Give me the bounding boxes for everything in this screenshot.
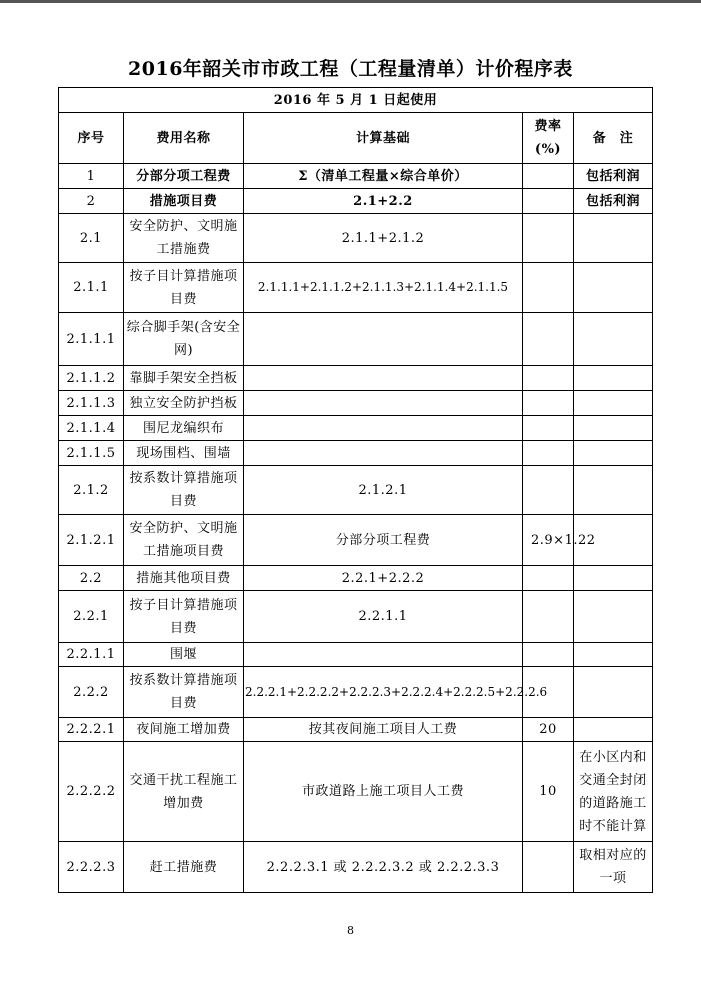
table-row bbox=[59, 263, 653, 313]
row-note bbox=[574, 466, 653, 515]
row-rate: 20 bbox=[523, 718, 574, 742]
row-basis: 2.2.2.3.1 或 2.2.2.3.2 或 2.2.2.3.3 bbox=[244, 842, 523, 893]
row-name: 围堰 bbox=[124, 643, 244, 667]
row-rate bbox=[523, 466, 574, 515]
row-basis: 2.1.2.1 bbox=[244, 466, 523, 515]
row-rate bbox=[523, 441, 574, 466]
row-basis: Σ（清单工程量×综合单价） bbox=[244, 164, 523, 189]
row-seq: 2.1.1.1 bbox=[59, 313, 124, 366]
row-name: 按子目计算措施项目费 bbox=[124, 263, 244, 313]
row-name: 综合脚手架(含安全网) bbox=[124, 313, 244, 366]
row-rate bbox=[523, 214, 574, 263]
row-note bbox=[574, 214, 653, 263]
row-name: 安全防护、文明施工措施费 bbox=[124, 214, 244, 263]
document-title: 2016年韶关市市政工程（工程量清单）计价程序表 bbox=[128, 58, 573, 80]
row-rate bbox=[523, 164, 574, 189]
row-name: 现场围档、围墙 bbox=[124, 441, 244, 466]
row-rate bbox=[523, 842, 574, 893]
row-name: 按系数计算措施项目费 bbox=[124, 466, 244, 515]
row-rate bbox=[523, 391, 574, 416]
table-row bbox=[59, 366, 653, 391]
row-basis: 按其夜间施工项目人工费 bbox=[244, 718, 523, 742]
row-note bbox=[574, 591, 653, 643]
row-seq: 1 bbox=[59, 164, 124, 189]
row-name: 按系数计算措施项目费 bbox=[124, 667, 244, 718]
table-row bbox=[59, 441, 653, 466]
row-seq: 2.2.2.3 bbox=[59, 842, 124, 893]
header-rate: 费率(%) bbox=[523, 113, 574, 164]
row-rate bbox=[523, 313, 574, 366]
row-name: 夜间施工增加费 bbox=[124, 718, 244, 742]
row-rate bbox=[523, 643, 574, 667]
row-name: 围尼龙编织布 bbox=[124, 416, 244, 441]
table-row bbox=[59, 718, 653, 742]
row-rate bbox=[523, 591, 574, 643]
table-row bbox=[59, 667, 653, 718]
table-row bbox=[59, 416, 653, 441]
row-note bbox=[574, 643, 653, 667]
row-seq: 2 bbox=[59, 189, 124, 214]
row-basis: 2.2.1+2.2.2 bbox=[244, 566, 523, 591]
row-name: 按子目计算措施项目费 bbox=[124, 591, 244, 643]
row-name: 交通干扰工程施工增加费 bbox=[124, 742, 244, 842]
row-basis: 2.1.1+2.1.2 bbox=[244, 214, 523, 263]
table-row bbox=[59, 842, 653, 893]
header-note: 备 注 bbox=[574, 113, 653, 164]
table-row bbox=[59, 742, 653, 842]
header-seq: 序号 bbox=[59, 113, 124, 164]
row-seq: 2.1.1 bbox=[59, 263, 124, 313]
row-note bbox=[574, 667, 653, 718]
row-rate bbox=[523, 566, 574, 591]
table-row bbox=[59, 466, 653, 515]
row-basis bbox=[244, 366, 523, 391]
row-note bbox=[574, 391, 653, 416]
row-seq: 2.2.2.1 bbox=[59, 718, 124, 742]
row-seq: 2.1.1.3 bbox=[59, 391, 124, 416]
row-note bbox=[574, 441, 653, 466]
row-note bbox=[574, 263, 653, 313]
row-note: 取相对应的一项 bbox=[574, 842, 653, 893]
page-number: 8 bbox=[347, 924, 354, 937]
row-basis: 2.1+2.2 bbox=[244, 189, 523, 214]
row-seq: 2.2.2.2 bbox=[59, 742, 124, 842]
table-row bbox=[59, 515, 653, 566]
row-seq: 2.1.2 bbox=[59, 466, 124, 515]
effective-date: 2016 年 5 月 1 日起使用 bbox=[59, 88, 653, 113]
row-seq: 2.2.1.1 bbox=[59, 643, 124, 667]
row-note bbox=[574, 566, 653, 591]
table-row bbox=[59, 566, 653, 591]
row-basis: 分部分项工程费 bbox=[244, 515, 523, 566]
row-basis bbox=[244, 313, 523, 366]
row-note: 在小区内和交通全封闭的道路施工时不能计算 bbox=[574, 742, 653, 842]
table-row bbox=[59, 214, 653, 263]
row-note bbox=[574, 313, 653, 366]
row-seq: 2.2 bbox=[59, 566, 124, 591]
row-seq: 2.1 bbox=[59, 214, 124, 263]
row-note: 包括利润 bbox=[574, 189, 653, 214]
row-seq: 2.1.1.5 bbox=[59, 441, 124, 466]
subtitle-row bbox=[59, 88, 653, 113]
row-seq: 2.2.1 bbox=[59, 591, 124, 643]
table-row bbox=[59, 164, 653, 189]
row-name: 赶工措施费 bbox=[124, 842, 244, 893]
row-seq: 2.2.2 bbox=[59, 667, 124, 718]
table-row bbox=[59, 313, 653, 366]
row-seq: 2.1.1.2 bbox=[59, 366, 124, 391]
row-name: 靠脚手架安全挡板 bbox=[124, 366, 244, 391]
table-row bbox=[59, 391, 653, 416]
row-basis: 2.1.1.1+2.1.1.2+2.1.1.3+2.1.1.4+2.1.1.5 bbox=[244, 263, 523, 313]
row-name: 安全防护、文明施工措施项目费 bbox=[124, 515, 244, 566]
row-basis bbox=[244, 391, 523, 416]
row-basis bbox=[244, 643, 523, 667]
row-seq: 2.1.1.4 bbox=[59, 416, 124, 441]
row-basis: 2.2.2.1+2.2.2.2+2.2.2.3+2.2.2.4+2.2.2.5+2.2.2.6 bbox=[244, 667, 523, 718]
row-note bbox=[574, 366, 653, 391]
header-basis: 计算基础 bbox=[244, 113, 523, 164]
pricing-procedure-table bbox=[58, 87, 653, 893]
row-basis: 2.2.1.1 bbox=[244, 591, 523, 643]
row-basis: 市政道路上施工项目人工费 bbox=[244, 742, 523, 842]
header-name: 费用名称 bbox=[124, 113, 244, 164]
row-name: 措施其他项目费 bbox=[124, 566, 244, 591]
row-name: 措施项目费 bbox=[124, 189, 244, 214]
row-basis bbox=[244, 416, 523, 441]
row-rate: 10 bbox=[523, 742, 574, 842]
row-note bbox=[574, 416, 653, 441]
table-row bbox=[59, 591, 653, 643]
row-name: 独立安全防护挡板 bbox=[124, 391, 244, 416]
row-rate bbox=[523, 189, 574, 214]
header-row bbox=[59, 113, 653, 164]
row-note: 包括利润 bbox=[574, 164, 653, 189]
row-rate bbox=[523, 416, 574, 441]
table-row bbox=[59, 189, 653, 214]
row-name: 分部分项工程费 bbox=[124, 164, 244, 189]
table-row bbox=[59, 643, 653, 667]
row-note bbox=[574, 718, 653, 742]
row-rate bbox=[523, 366, 574, 391]
row-rate: 2.9×1.22 bbox=[523, 515, 574, 566]
row-seq: 2.1.2.1 bbox=[59, 515, 124, 566]
row-basis bbox=[244, 441, 523, 466]
top-border bbox=[0, 0, 701, 3]
row-rate bbox=[523, 263, 574, 313]
